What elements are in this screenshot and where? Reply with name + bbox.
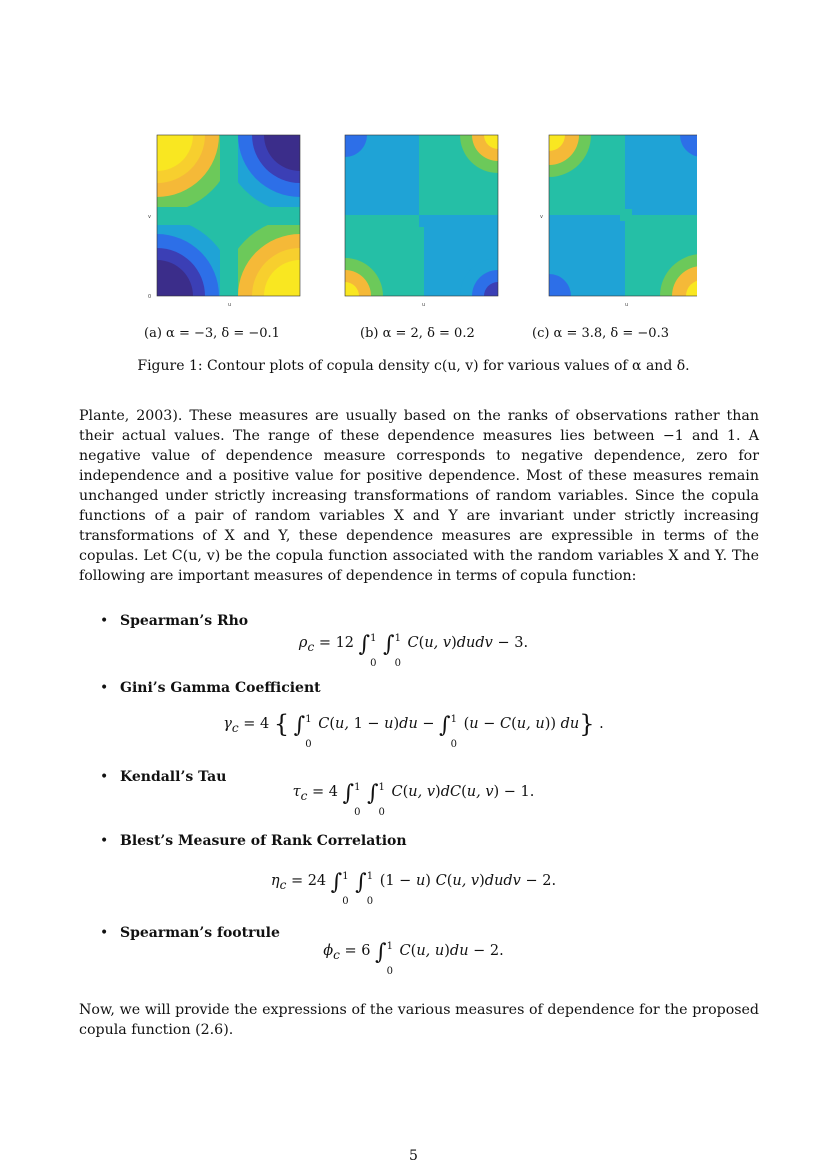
measure-gini-gamma: • Gini’s Gamma Coefficient <box>100 680 321 696</box>
svg-text:u: u <box>228 302 232 308</box>
measure-name: Gini’s Gamma Coefficient <box>120 680 321 696</box>
measure-name: Spearman’s Rho <box>120 613 249 629</box>
equation-kendall-tau: $\tau_c = 4$ ∫ 1 0 ∫ 1 0 C(u, v)dC(u, v) − 1. <box>292 781 535 818</box>
closing-paragraph: Now, we will provide the expressions of the various measures of dependence for the proposed copula function (2.6). <box>79 1002 759 1038</box>
svg-text:0: 0 <box>148 294 152 300</box>
equation-blest: $\eta_c = 24$ ∫ 1 0 ∫ 1 0 (1 − u) C(u, v)dudv − 2. <box>270 870 557 907</box>
equation-spearman-footrule: $\phi_c = 6$ ∫ 1 0 C(u, u)du − 2. <box>323 940 504 977</box>
svg-text:u: u <box>625 302 629 308</box>
measure-name: Spearman’s footrule <box>120 925 280 941</box>
svg-text:v: v <box>540 214 543 220</box>
svg-text:v: v <box>148 214 151 220</box>
subcaption-b: (b) α = 2, δ = 0.2 <box>360 326 475 341</box>
contour-plot-a <box>140 133 295 308</box>
contour-plot-b <box>336 133 491 308</box>
measure-name: Blest’s Measure of Rank Correlation <box>120 833 407 849</box>
measure-name: Kendall’s Tau <box>120 769 227 785</box>
measure-blest: • Blest’s Measure of Rank Correlation <box>100 833 407 849</box>
equation-spearman-rho: $\rho_c = 12$ ∫ 1 0 ∫ 1 0 C(u, v)dudv − 3. <box>298 632 529 669</box>
figure-caption: Figure 1: Contour plots of copula density c(u, v) for various values of α and δ. <box>137 358 690 374</box>
page-number: 5 <box>409 1148 418 1164</box>
subcaption-a: (a) α = −3, δ = −0.1 <box>144 326 280 341</box>
equation-gini-gamma: $\gamma_c = 4$ { ∫ 1 0 C(u, 1 − u)du − ∫ 1 0 (u − C(u, u)) du} . <box>223 710 604 750</box>
measure-spearman-rho: • Spearman’s Rho <box>100 613 249 629</box>
svg-text:u: u <box>422 302 426 308</box>
intro-paragraph: Plante, 2003). These measures are usually based on the ranks of observations rather than their actual values. The range of these dependence measures lies between −1 and 1. A negative value of dependence measure corresponds to negative dependence, zero for independence and a positive value for positive dependence. Most of these measures remain unchanged under strictly increasing transformations of random variables. Since the copula functions of a pair of random variables X and Y are invariant under strictly increasing transformations of X and Y, these dependence measures are expressible in terms of the copulas. Let C(u, v) be the copula function associated with the random variables X and Y. The following are important measures of dependence in terms of copula function: <box>79 408 759 584</box>
contour-plot-c <box>532 133 687 308</box>
measure-spearman-footrule: • Spearman’s footrule <box>100 925 280 941</box>
measure-kendall-tau: • Kendall’s Tau <box>100 769 227 785</box>
subcaption-c: (c) α = 3.8, δ = −0.3 <box>532 326 669 341</box>
